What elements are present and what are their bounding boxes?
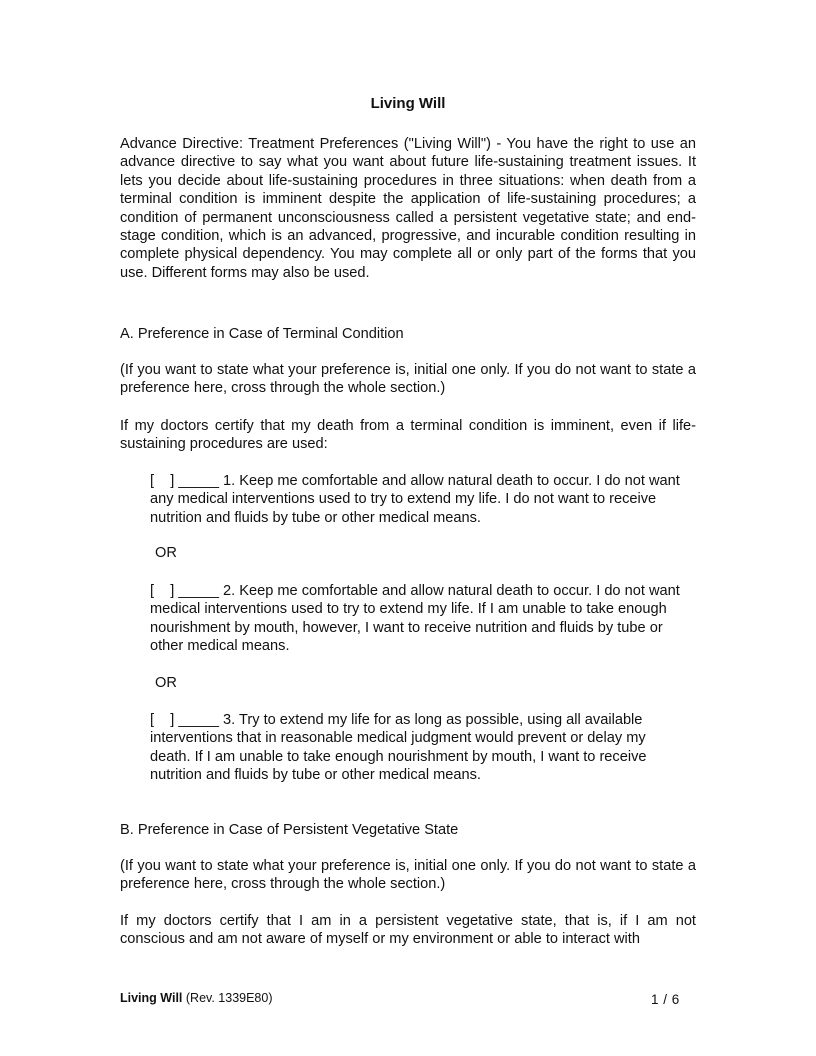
- document-title: Living Will: [370, 95, 446, 112]
- section-b-note: (If you want to state what your preference is, initial one only. If you do not want to state a preference here, cross through the whole section.): [120, 858, 696, 893]
- option-1: [150, 472, 680, 527]
- intro-paragraph: Advance Directive: Treatment Preferences ("Living Will") - You have the right to use an advance directive to say what you want about future life-sustaining treatment issues. It lets you decide about life-sustaining procedures in three situations: when death from a terminal condition is imminent despite the application of life-sustaining procedures; a condition of permanent unconsciousness called a persistent vegetative state; and end-stage condition, which is an advanced, progressive, and incurable condition resulting in complete physical dependency. You may complete all or only part of the forms that you use. Different forms may also be used.: [120, 136, 696, 281]
- option-3-initial-box[interactable]: [ ] _____: [150, 712, 219, 728]
- section-a-note: (If you want to state what your preference is, initial one only. If you do not want to state a preference here, cross through the whole section.): [120, 362, 696, 397]
- option-2-text: 2. Keep me comfortable and allow natural death to occur. I do not want medical interventions used to try to extend my life. If I am unable to take enough nourishment by mouth, however, I want to receive nutrition and fluids by tube or other medical means.: [150, 583, 680, 655]
- or-separator-1: OR: [155, 545, 177, 561]
- page-indicator: 1 / 6: [651, 992, 680, 1007]
- option-1-text: 1. Keep me comfortable and allow natural death to occur. I do not want any medical interventions used to try to extend my life. I do not want to receive nutrition and fluids by tube or other medical means.: [150, 473, 680, 526]
- section-a-certify: If my doctors certify that my death from a terminal condition is imminent, even if life-sustaining procedures are used:: [120, 418, 696, 453]
- option-1-initial-box[interactable]: [ ] _____: [150, 473, 219, 489]
- option-2-initial-box[interactable]: [ ] _____: [150, 583, 219, 599]
- footer-doc-name: Living Will: [120, 991, 183, 1005]
- section-b-heading: B. Preference in Case of Persistent Vegetative State: [120, 822, 459, 838]
- option-3: [150, 711, 680, 785]
- footer-revision: (Rev. 1339E80): [185, 991, 273, 1005]
- section-b-certify: If my doctors certify that I am in a persistent vegetative state, that is, if I am not conscious and am not aware of myself or my environment or able to interact with: [120, 913, 696, 948]
- section-a-heading: A. Preference in Case of Terminal Condition: [120, 326, 404, 342]
- option-2: [150, 582, 680, 656]
- footer-document-label: [120, 991, 273, 1005]
- or-separator-2: OR: [155, 675, 177, 691]
- option-3-text: 3. Try to extend my life for as long as possible, using all available interventions that in reasonable medical judgment would prevent or delay my death. If I am unable to take enough nourishment by mouth, I want to receive nutrition and fluids by tube or other medical means.: [150, 712, 647, 784]
